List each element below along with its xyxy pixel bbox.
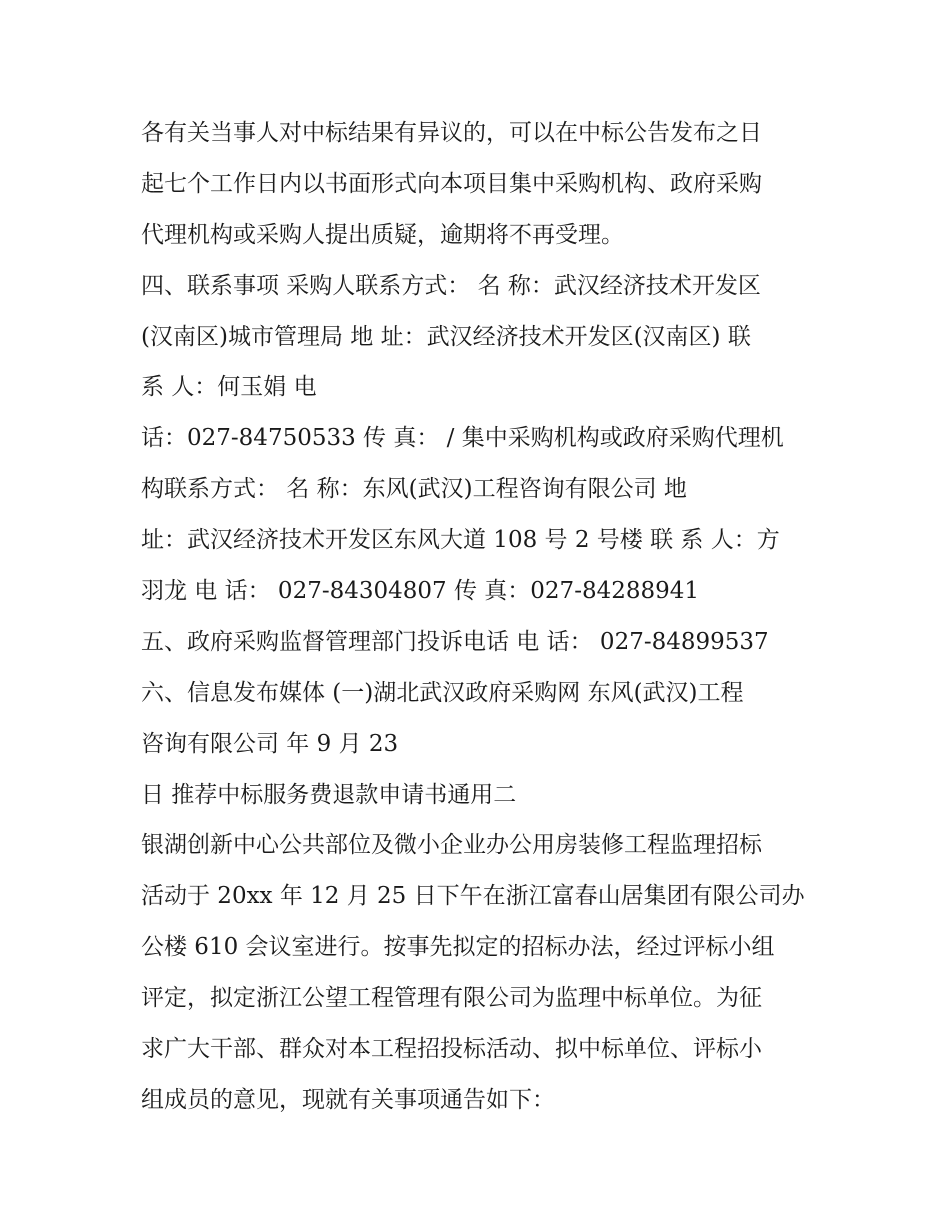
text-line: 组成员的意见，现就有关事项通告如下： xyxy=(141,1086,555,1113)
text-line: 羽龙 电 话： 027-84304807 传 真：027-84288941 xyxy=(141,578,700,605)
text-line: (汉南区)城市管理局 地 址：武汉经济技术开发区(汉南区) 联 xyxy=(141,323,751,350)
text-line: 四、联系事项 采购人联系方式： 名 称：武汉经济技术开发区 xyxy=(141,272,761,299)
text-line: 各有关当事人对中标结果有异议的，可以在中标公告发布之日 xyxy=(141,120,762,146)
text-line: 五、政府采购监督管理部门投诉电话 电 话： 027-84899537 xyxy=(141,628,769,655)
text-line: 评定，拟定浙江公望工程管理有限公司为监理中标单位。为征 xyxy=(141,985,762,1012)
text-line: 起七个工作日内以书面形式向本项目集中采购机构、政府采购 xyxy=(141,170,762,197)
text-line: 构联系方式： 名 称：东风(武汉)工程咨询有限公司 地 xyxy=(141,476,687,503)
document-body xyxy=(141,108,821,1126)
text-line: 活动于 20xx 年 12 月 25 日下午在浙江富春山居集团有限公司办 xyxy=(141,883,805,910)
text-line: 代理机构或采购人提出质疑，逾期将不再受理。 xyxy=(141,221,624,248)
text-line: 系 人：何玉娟 电 xyxy=(141,374,317,401)
text-line: 银湖创新中心公共部位及微小企业办公用房装修工程监理招标 xyxy=(141,832,762,859)
text-line: 公楼 610 会议室进行。按事先拟定的招标办法，经过评标小组 xyxy=(141,934,775,961)
text-line: 六、信息发布媒体 (一)湖北武汉政府采购网 东风(武汉)工程 xyxy=(141,679,744,706)
text-line: 址：武汉经济技术开发区东风大道 108 号 2 号楼 联 系 人：方 xyxy=(141,527,780,554)
text-line: 日 推荐中标服务费退款申请书通用二 xyxy=(141,781,517,808)
text-line: 话：027-84750533 传 真： / 集中采购机构或政府采购代理机 xyxy=(141,425,784,452)
text-line: 咨询有限公司 年 9 月 23 xyxy=(141,730,399,757)
text-line: 求广大干部、群众对本工程招投标活动、拟中标单位、评标小 xyxy=(141,1036,762,1063)
